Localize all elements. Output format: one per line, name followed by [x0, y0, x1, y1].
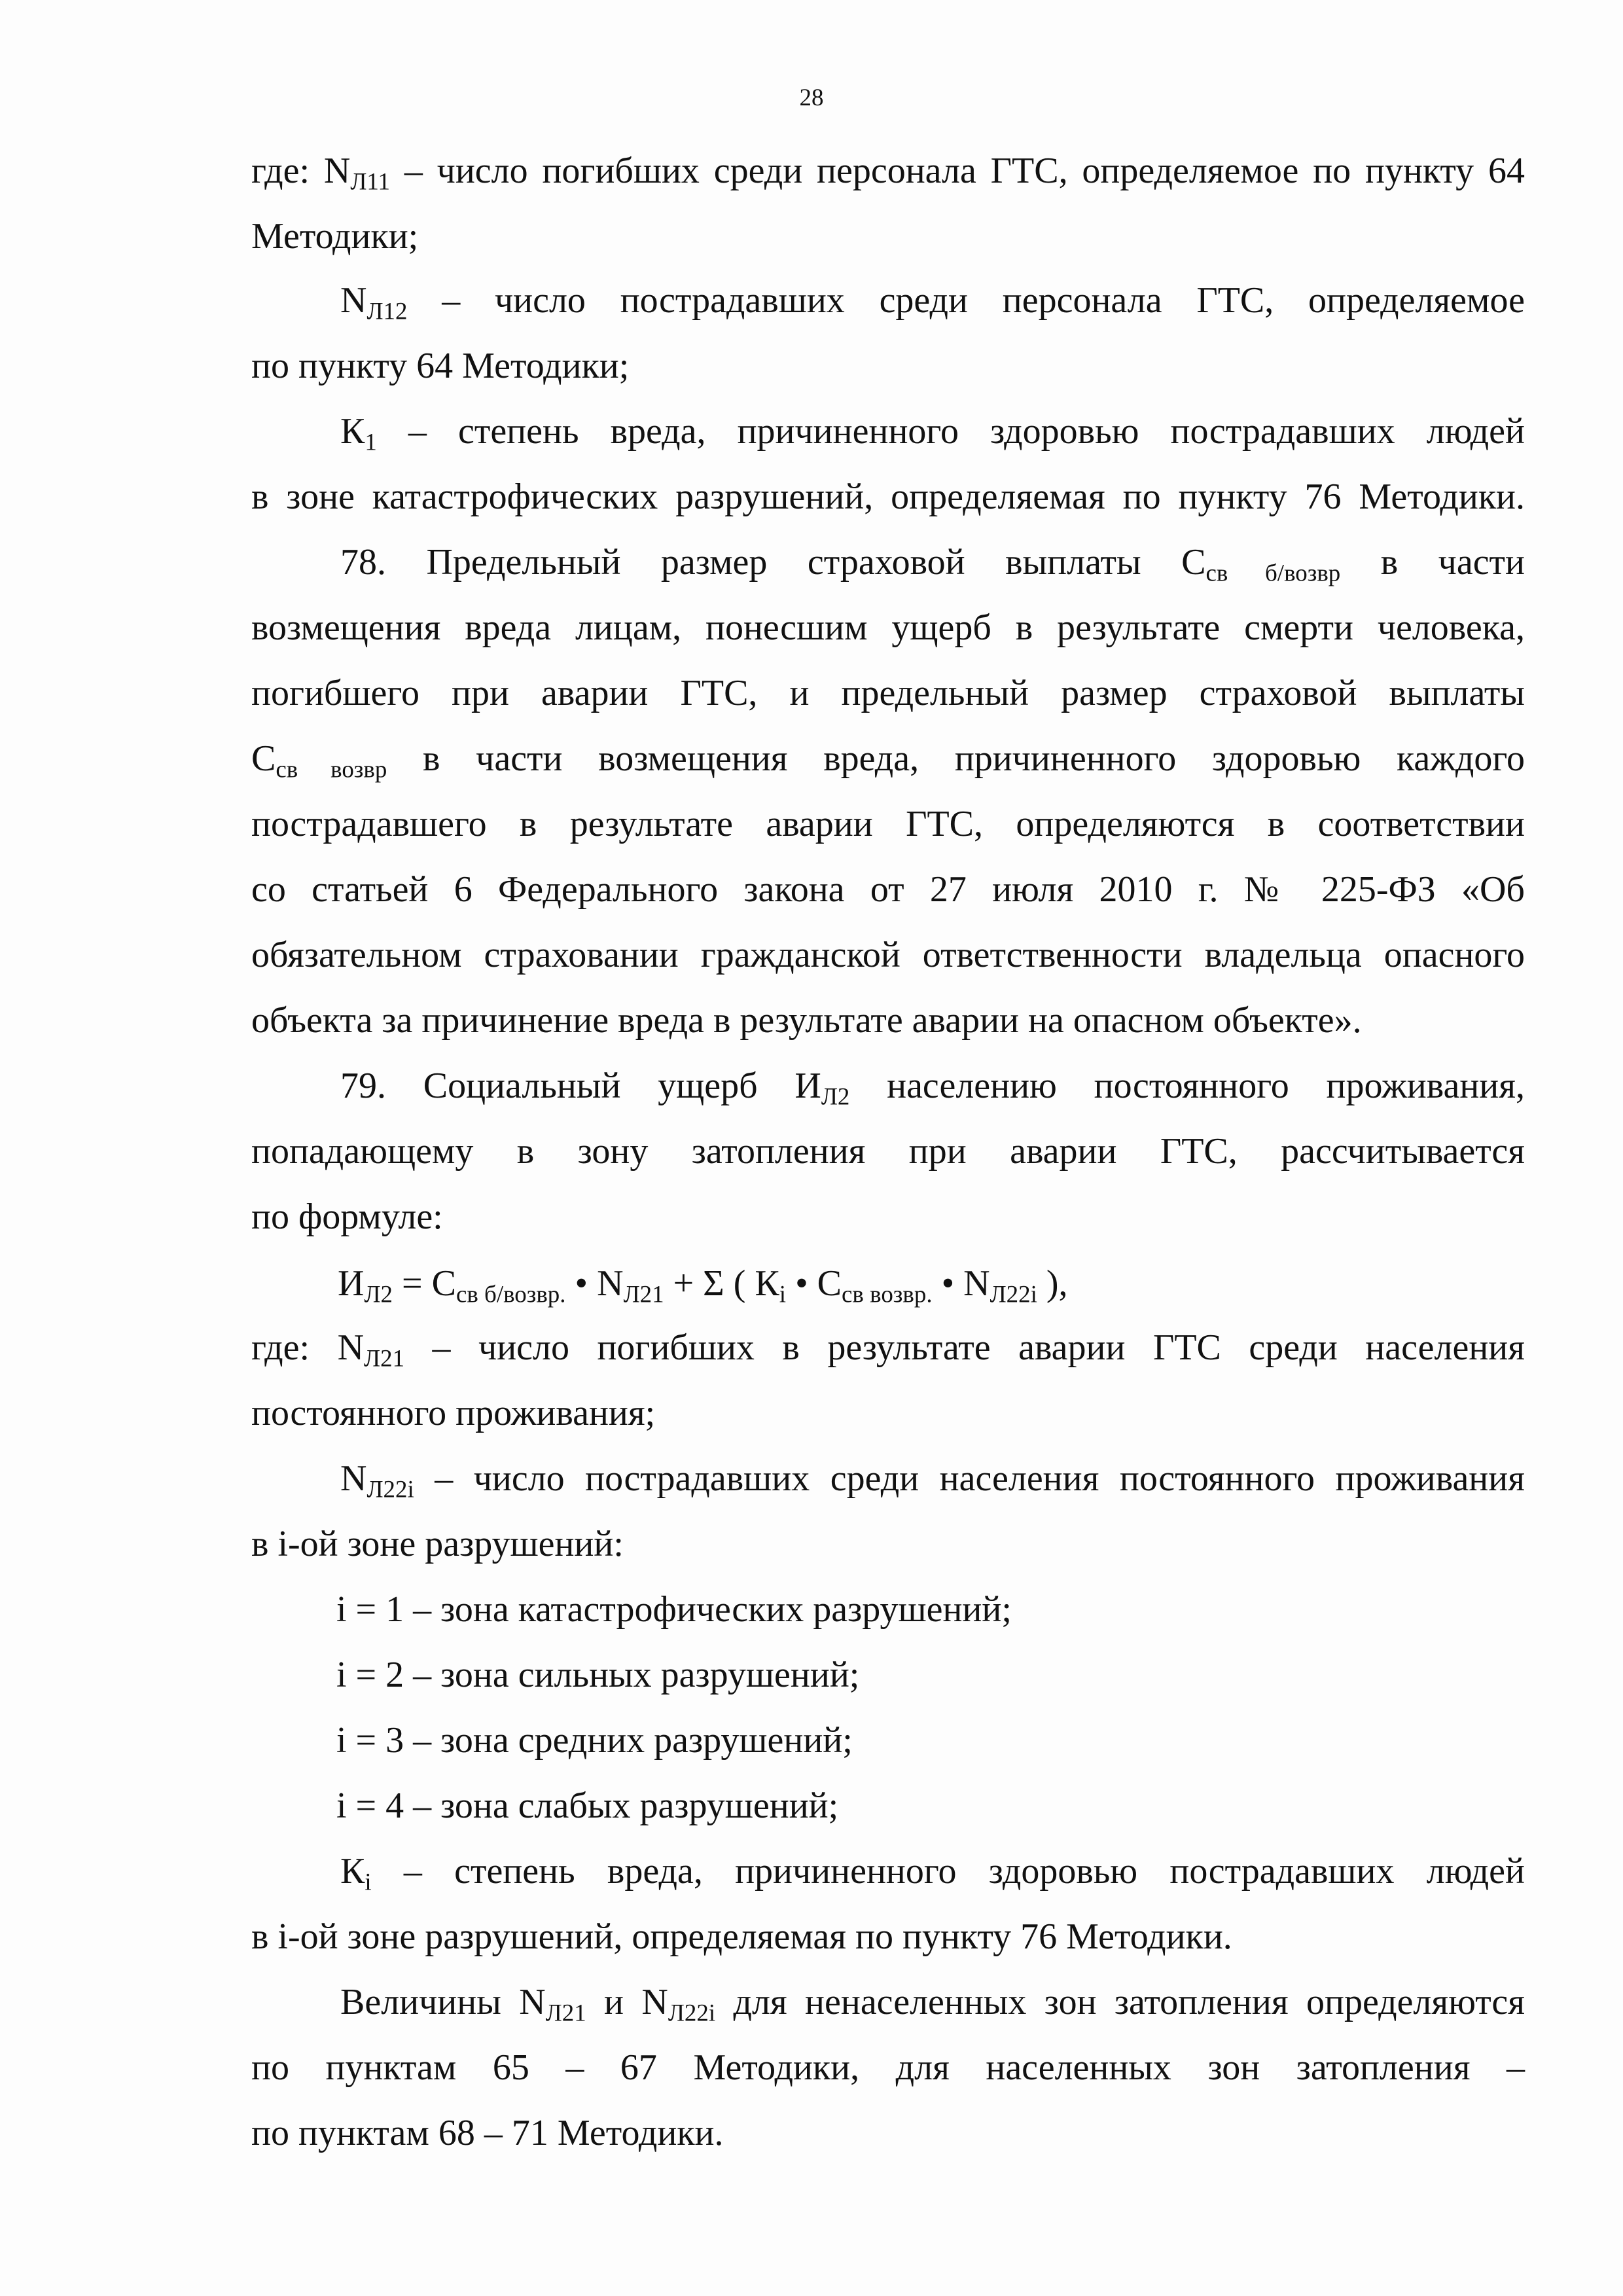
text-line: по пунктам 65 – 67 Методики, для населенных зон затопления – [251, 2047, 1525, 2088]
text-line: по пункту 64 Методики; [251, 346, 630, 386]
list-item: i = 1 – зона катастрофических разрушений; [336, 1589, 1012, 1630]
text-line: погибшего при аварии ГТС, и предельный размер страховой выплаты [251, 673, 1525, 713]
text-line: обязательном страховании гражданской ответственности владельца опасного [251, 935, 1525, 975]
text-line: $К_1$ – степень вреда, причиненного здоровью пострадавших людей [340, 411, 1525, 456]
text-line: в i-ой зоне разрушений, определяемая по пункту 76 Методики. [251, 1916, 1232, 1957]
text-line: 79. Социальный ущерб $И_{Л2}$ населению постоянного проживания, [340, 1066, 1525, 1110]
text-line: где: $N_{Л11}$ – число погибших среди персонала ГТС, определяемое по пункту 64 [251, 151, 1525, 195]
list-item: i = 2 – зона сильных разрушений; [336, 1655, 860, 1695]
text-line: объекта за причинение вреда в результате аварии на опасном объекте». [251, 1000, 1362, 1041]
text-line: $С_{св возвр}$ в части возмещения вреда, причиненного здоровью каждого [251, 738, 1525, 783]
text-line: где: $N_{Л21}$ – число погибших в результате аварии ГТС среди населения [251, 1327, 1525, 1372]
text-line: Величины $N_{Л21}$ и $N_{Л22i}$ для ненаселенных зон затопления определяются [340, 1982, 1525, 2026]
list-item: i = 4 – зона слабых разрушений; [336, 1785, 839, 1826]
page-number: 28 [799, 84, 824, 111]
list-item: i = 3 – зона средних разрушений; [336, 1720, 853, 1761]
text-line: постоянного проживания; [251, 1393, 656, 1433]
text-line: в зоне катастрофических разрушений, определяемая по пункту 76 Методики. [251, 476, 1525, 517]
formula: $И_{Л2} = С_{св б/возвр.}$ • $N_{Л21} + \Sigma$ ( $К_i$ • $С_{св возвр.}$ • $N_{Л22i}$ ), [338, 1263, 1068, 1308]
text-line: попадающему в зону затопления при аварии ГТС, рассчитывается [251, 1131, 1525, 1172]
text-line: со статьей 6 Федерального закона от 27 июля 2010 г. № 225-ФЗ «Об [251, 869, 1525, 910]
text-line: возмещения вреда лицам, понесшим ущерб в результате смерти человека, [251, 607, 1525, 648]
text-line: пострадавшего в результате аварии ГТС, определяются в соответствии [251, 804, 1525, 844]
text-line: 78. Предельный размер страховой выплаты $С_{св б/возвр}$ в части [340, 542, 1525, 586]
text-line: в i-ой зоне разрушений: [251, 1524, 624, 1564]
text-line: по пунктам 68 – 71 Методики. [251, 2113, 724, 2153]
text-line: $N_{Л12}$ – число пострадавших среди персонала ГТС, определяемое [340, 280, 1525, 325]
text-line: по формуле: [251, 1196, 443, 1237]
text-line: $К_i$ – степень вреда, причиненного здоровью пострадавших людей [340, 1851, 1525, 1895]
text-line: $N_{Л22i}$ – число пострадавших среди населения постоянного проживания [340, 1458, 1525, 1503]
text-line: Методики; [251, 216, 419, 257]
